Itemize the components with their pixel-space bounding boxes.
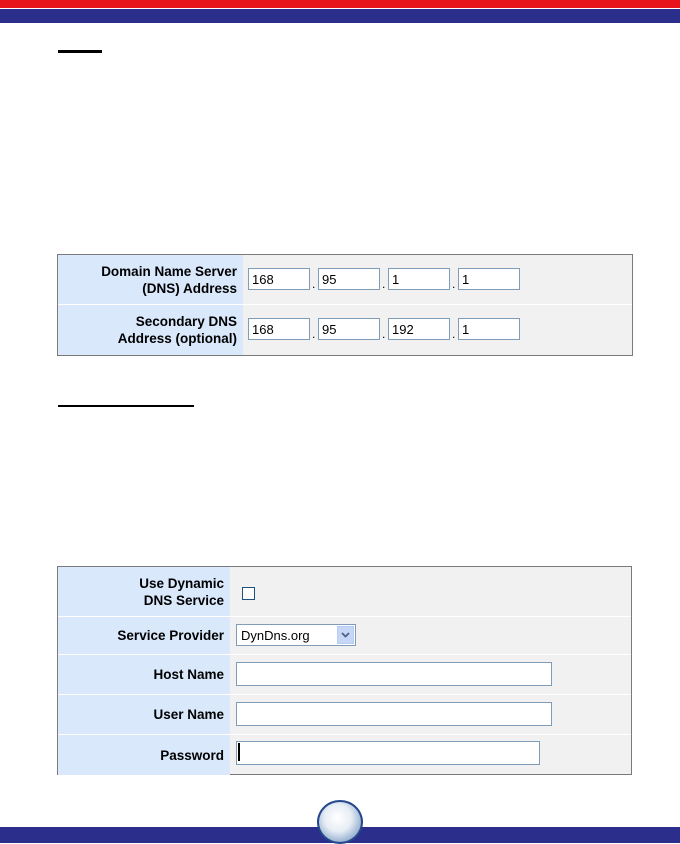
service-provider-select[interactable] [236,624,356,646]
dns-primary-octet-2[interactable]: 95 [318,268,380,290]
octet-separator: . [312,327,316,341]
host-name-input[interactable] [236,662,552,686]
dns-secondary-octet-3[interactable]: 192 [388,318,450,340]
dns-secondary-label: Secondary DNS Address (optional) [58,305,243,355]
globe-logo-icon [317,800,363,844]
use-ddns-label: Use Dynamic DNS Service [58,567,230,616]
use-ddns-checkbox[interactable] [242,587,255,600]
user-name-label: User Name [58,695,230,734]
password-row [58,735,631,775]
host-name-row [58,655,631,695]
octet-separator: . [382,277,386,291]
dns-settings-table [57,254,633,356]
dns-secondary-row [58,305,632,355]
dns-section-heading-underline [58,50,102,53]
chevron-down-icon[interactable] [337,626,354,644]
host-name-label: Host Name [58,655,230,694]
dns-secondary-octet-1[interactable]: 168 [248,318,310,340]
service-provider-value: DynDns.org [241,628,310,643]
ddns-settings-table [57,566,632,775]
service-provider-row [58,617,631,655]
dns-primary-label: Domain Name Server (DNS) Address [58,255,243,304]
octet-separator: . [452,327,456,341]
octet-separator: . [382,327,386,341]
header-red-stripe [0,0,680,8]
dns-primary-octet-3[interactable]: 1 [388,268,450,290]
service-provider-label: Service Provider [58,617,230,654]
header-blue-stripe [0,9,680,23]
password-label: Password [58,735,230,775]
ddns-section-heading-underline [58,405,194,407]
dns-secondary-octet-4[interactable]: 1 [458,318,520,340]
user-name-row [58,695,631,735]
dns-secondary-octet-2[interactable]: 95 [318,318,380,340]
dns-primary-row [58,255,632,305]
octet-separator: . [312,277,316,291]
use-ddns-row [58,567,631,617]
user-name-input[interactable] [236,702,552,726]
octet-separator: . [452,277,456,291]
dns-primary-octet-1[interactable]: 168 [248,268,310,290]
password-input[interactable] [236,741,540,765]
dns-primary-octet-4[interactable]: 1 [458,268,520,290]
text-cursor [238,743,240,761]
